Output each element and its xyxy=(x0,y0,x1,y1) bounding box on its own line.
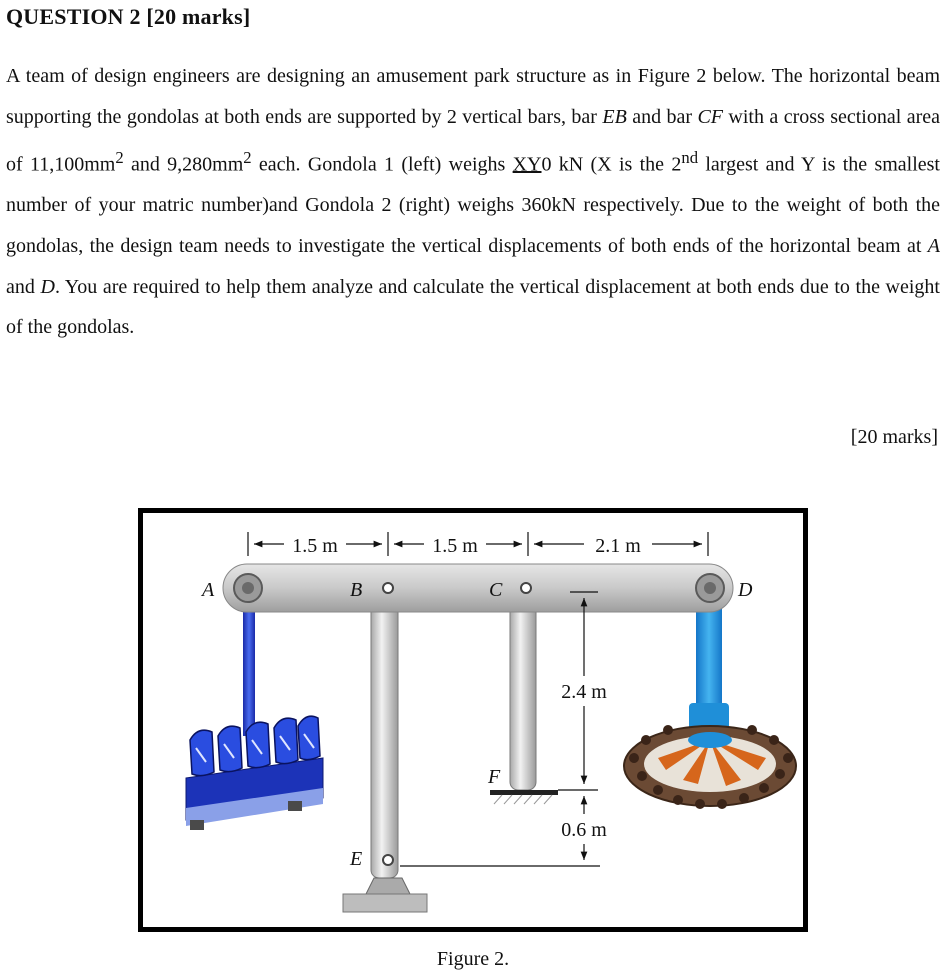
xy-underlined: XY xyxy=(512,153,542,176)
horizontal-beam xyxy=(223,564,733,612)
ground-f xyxy=(490,790,558,795)
pin-c xyxy=(521,583,531,593)
question-heading: QUESTION 2 [20 marks] xyxy=(6,4,251,29)
figure-2 xyxy=(138,508,808,932)
support-e xyxy=(366,878,410,894)
dim-cf-label: 2.4 m xyxy=(561,681,607,703)
dim-ab-label: 1.5 m xyxy=(292,535,338,557)
label-c: C xyxy=(489,579,503,601)
figure-caption: Figure 2. xyxy=(436,948,510,970)
dim-bc-label: 1.5 m xyxy=(432,535,478,557)
label-f: F xyxy=(488,766,501,788)
dim-f-below-label: 0.6 m xyxy=(561,819,607,841)
point-a-ref: A xyxy=(927,234,940,257)
label-e: E xyxy=(350,848,363,870)
pin-b xyxy=(383,583,393,593)
bar-eb xyxy=(371,578,398,878)
bar-eb-label: EB xyxy=(602,105,627,128)
bar-cf-label: CF xyxy=(697,105,724,128)
marks-label: [20 marks] xyxy=(850,426,938,448)
label-d: D xyxy=(738,579,753,601)
label-b: B xyxy=(350,579,363,601)
point-d-ref: D xyxy=(40,275,55,298)
dim-cd-label: 2.1 m xyxy=(595,535,641,557)
question-paragraph: A team of design engineers are designing an amusement park structure as in Figure 2 below. The horizontal beam supporting the gondolas at both ends are supported by 2 vertical bars, bar EB and bar CF with a cross sectional area of $11,100mm^2$ and $9,280mm^2$ each. Gondola 1 (left) weighs XY0 kN (X is the 2nd largest and Y is the smallest number of your matric number)and Gondola 2 (right) weighs 360kN respectively. Due to the weight of both the gondolas, the design team needs to investigate the vertical displacements of both ends of the horizontal beam at A and D. You are required to help them analyze and calculate the vertical displacement at both ends due to the weight of the gondolas. xyxy=(6,65,940,339)
pin-e xyxy=(383,855,393,865)
label-a: A xyxy=(202,579,215,601)
